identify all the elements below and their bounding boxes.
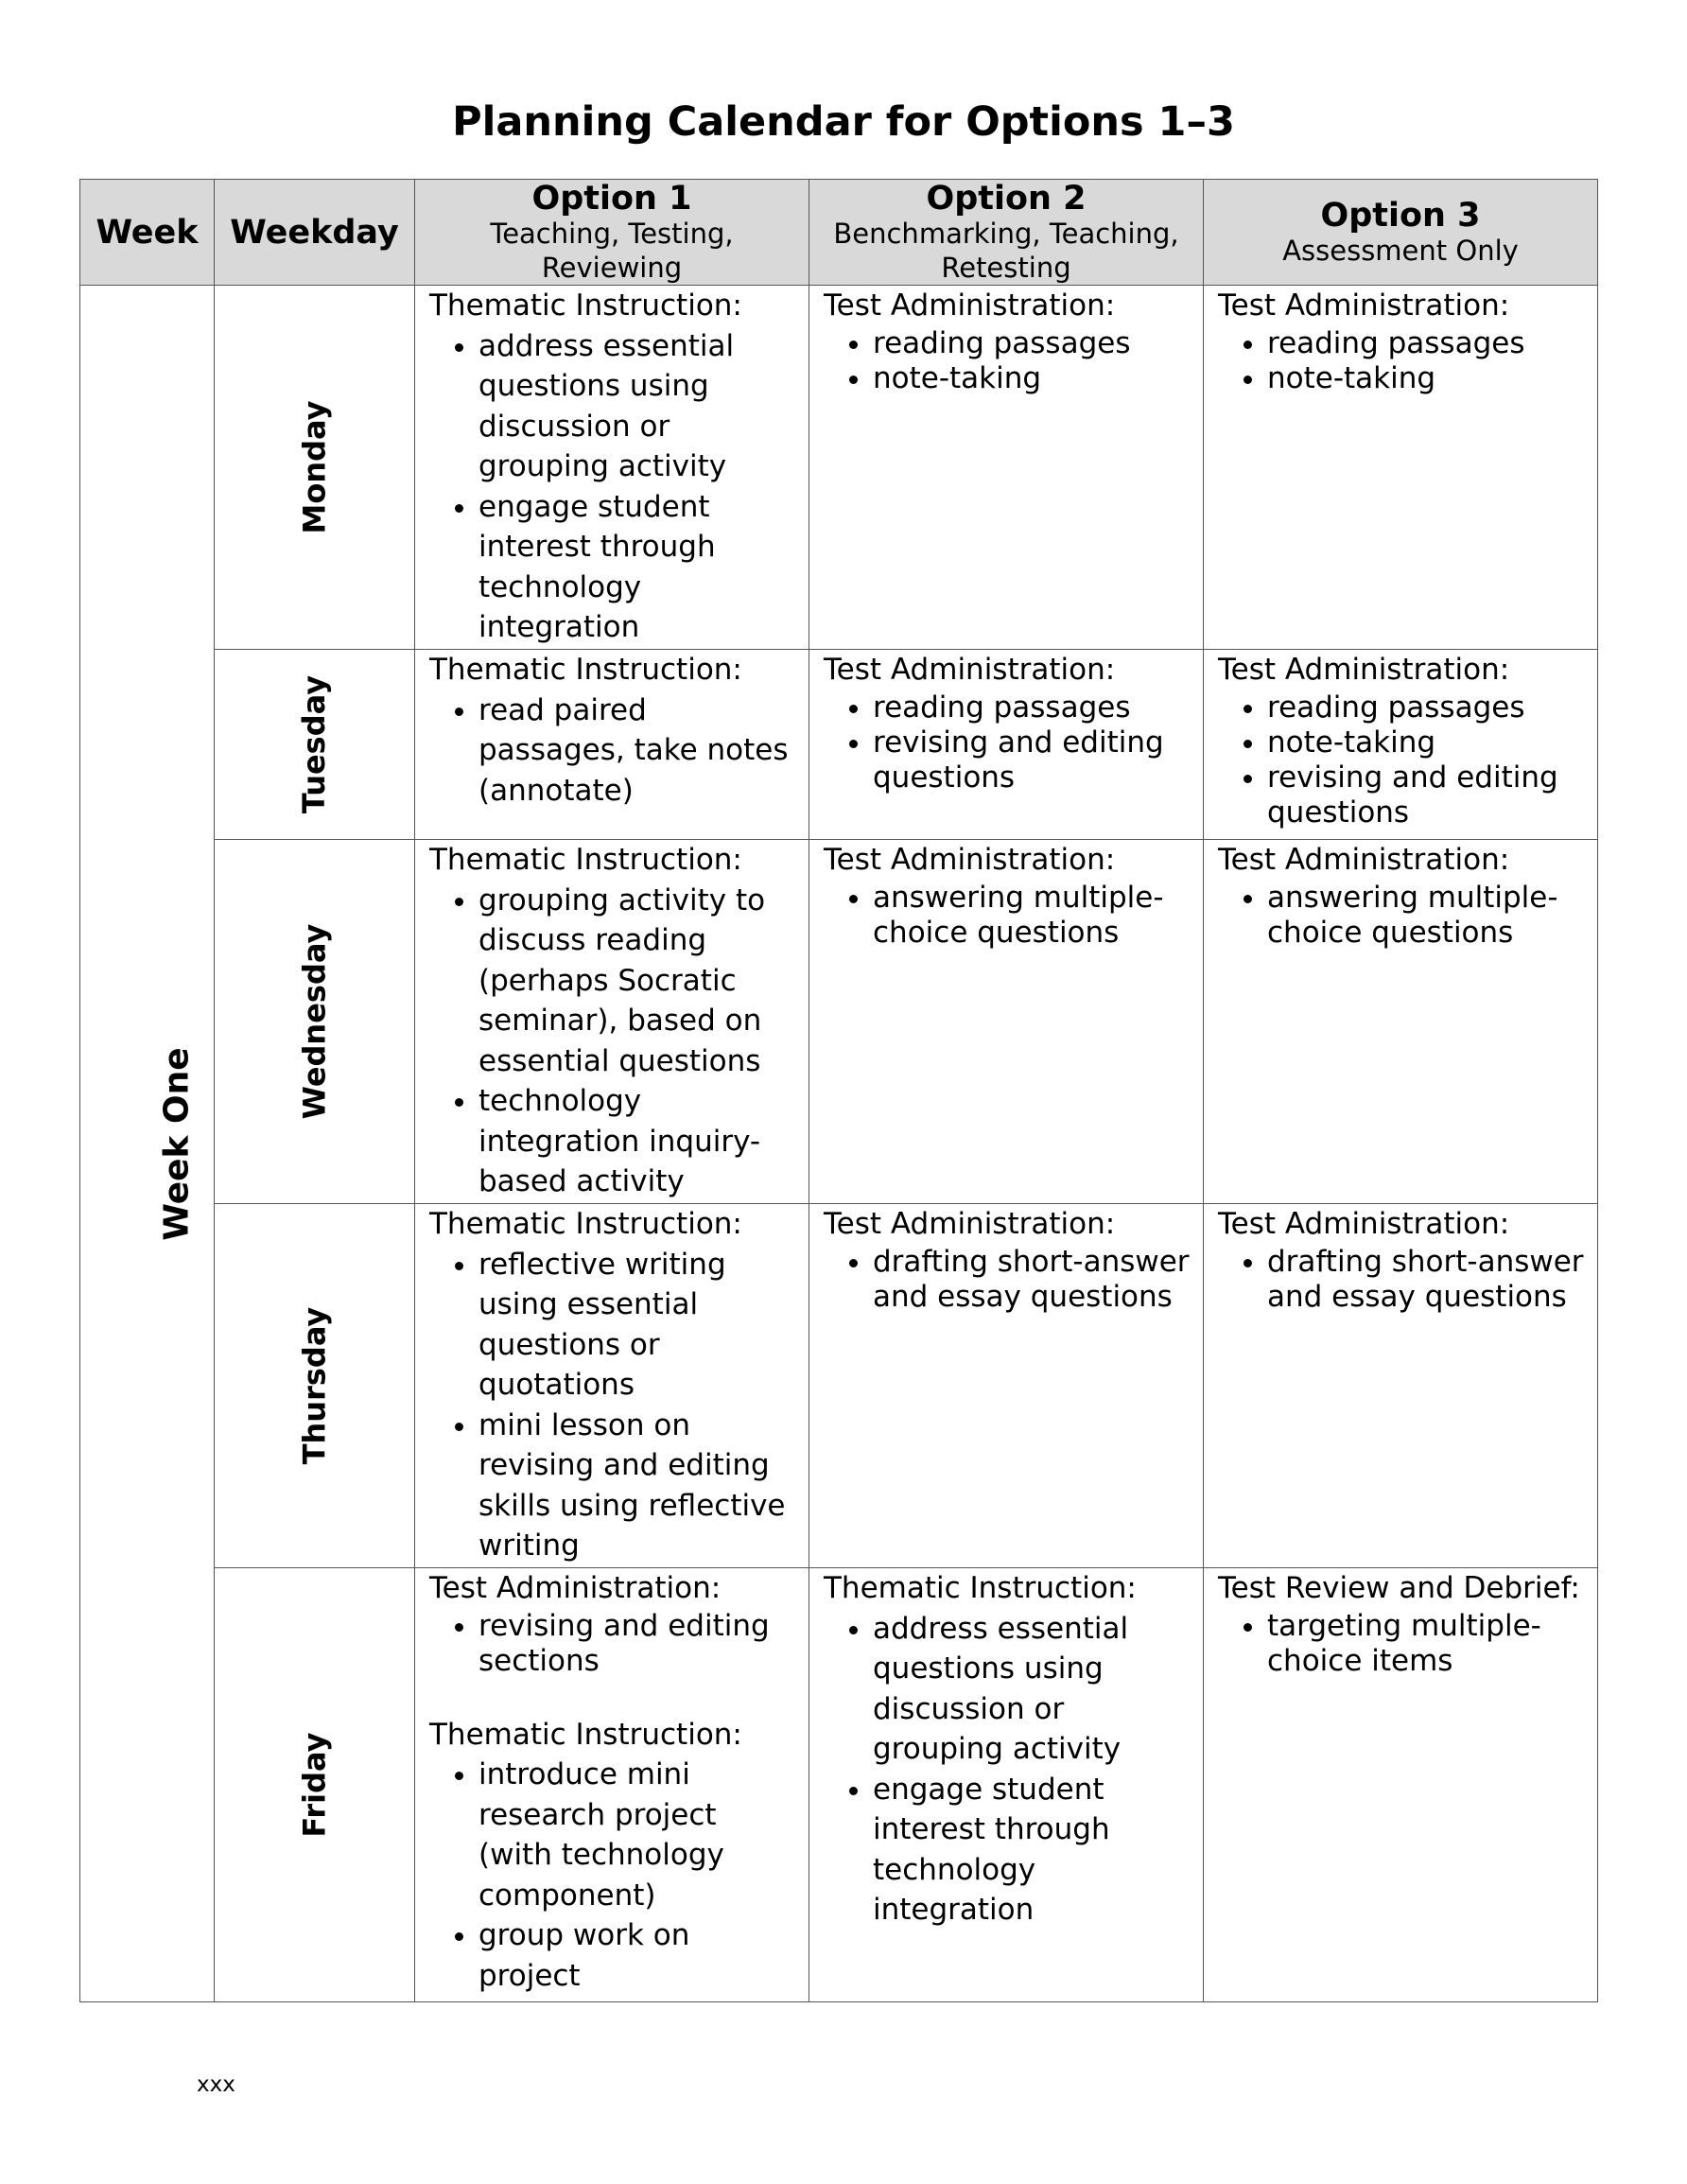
list-item: • note-taking [1267, 725, 1586, 760]
option-3-title: Option 3 [1320, 196, 1481, 235]
monday-option-2 [809, 286, 1204, 650]
tuesday-option-3 [1204, 650, 1598, 840]
weekday-monday: Monday [215, 286, 415, 650]
list-item: • read paired passages, take notes (annotate) [478, 690, 797, 812]
option-2-subtitle: Benchmarking, Teaching, Retesting [833, 217, 1179, 284]
list-item: • revising and editing questions [873, 725, 1191, 795]
cell-heading: Test Administration: [824, 843, 1116, 877]
page-footer: xxx [197, 2072, 235, 2097]
table-row-thursday [80, 1204, 1598, 1568]
cell-heading: Test Administration: [824, 1207, 1116, 1241]
header-option-3 [1204, 180, 1598, 286]
list-item: • revising and editing questions [1267, 760, 1586, 830]
thursday-option-3 [1204, 1204, 1598, 1568]
list-item: • reading passages [1267, 690, 1586, 725]
wednesday-option-2 [809, 840, 1204, 1204]
header-row [80, 180, 1598, 286]
thursday-option-1 [415, 1204, 809, 1568]
cell-heading: Test Administration: [1218, 1207, 1510, 1241]
cell-heading: Test Administration: [824, 288, 1116, 323]
option-2-title: Option 2 [926, 179, 1087, 218]
friday-option-1 [415, 1568, 809, 2002]
list-item: • note-taking [873, 361, 1191, 396]
list-item: • reading passages [1267, 326, 1586, 361]
wednesday-option-1 [415, 840, 809, 1204]
list-item: • note-taking [1267, 361, 1586, 396]
list-item: • answering multiple-choice questions [873, 881, 1191, 951]
cell-heading: Thematic Instruction: [429, 1207, 742, 1241]
cell-heading-2: Thematic Instruction: [429, 1717, 742, 1752]
list-item: • introduce mini research project (with technology component) [478, 1755, 797, 1915]
list-item: • revising and editing sections [478, 1609, 797, 1679]
table-row-monday [80, 286, 1598, 650]
weekday-tuesday: Tuesday [215, 650, 415, 840]
table-row-friday [80, 1568, 1598, 2002]
weekday-friday: Friday [215, 1568, 415, 2002]
list-item: • engage student interest through technology integration [478, 487, 797, 648]
friday-option-3 [1204, 1568, 1598, 2002]
cell-heading: Thematic Instruction: [429, 288, 742, 323]
list-item: • grouping activity to discuss reading (perhaps Socratic seminar), based on essential questions [478, 881, 797, 1082]
header-option-1 [415, 180, 809, 286]
cell-heading: Thematic Instruction: [429, 653, 742, 687]
planning-calendar-table [79, 179, 1598, 2002]
tuesday-option-1 [415, 650, 809, 840]
list-item: • drafting short-answer and essay questions [873, 1245, 1191, 1315]
weekday-wednesday: Wednesday [215, 840, 415, 1204]
thursday-option-2 [809, 1204, 1204, 1568]
option-1-subtitle: Teaching, Testing, Reviewing [490, 217, 734, 284]
option-3-subtitle: Assessment Only [1282, 234, 1519, 267]
list-item: • reading passages [873, 690, 1191, 725]
list-item: • group work on project [478, 1915, 797, 1996]
list-item: • reading passages [873, 326, 1191, 361]
cell-heading: Test Administration: [824, 653, 1116, 687]
monday-option-1 [415, 286, 809, 650]
wednesday-option-3 [1204, 840, 1598, 1204]
cell-heading: Test Administration: [1218, 288, 1510, 323]
list-item: • address essential questions using discussion or grouping activity [873, 1609, 1191, 1770]
tuesday-option-2 [809, 650, 1204, 840]
list-item: • reflective writing using essential questions or quotations [478, 1245, 797, 1406]
cell-heading: Thematic Instruction: [429, 843, 742, 877]
list-item: • mini lesson on revising and editing skills using reflective writing [478, 1406, 797, 1566]
header-option-2 [809, 180, 1204, 286]
friday-option-2 [809, 1568, 1204, 2002]
option-1-title: Option 1 [531, 179, 692, 218]
week-label: Week One [157, 1046, 197, 1241]
monday-option-3 [1204, 286, 1598, 650]
cell-heading: Test Administration: [429, 1571, 722, 1605]
table-row-wednesday [80, 840, 1598, 1204]
weekday-thursday: Thursday [215, 1204, 415, 1568]
page-title: Planning Calendar for Options 1–3 [452, 98, 1235, 146]
header-weekday: Weekday [215, 180, 415, 286]
list-item: • engage student interest through technology integration [873, 1770, 1191, 1931]
list-item: • technology integration inquiry-based activity [478, 1081, 797, 1202]
list-item: • address essential questions using discussion or grouping activity [478, 326, 797, 487]
week-one-cell [80, 286, 215, 2002]
cell-heading: Test Administration: [1218, 843, 1510, 877]
header-week: Week [80, 180, 215, 286]
cell-heading: Test Administration: [1218, 653, 1510, 687]
list-item: • drafting short-answer and essay questions [1267, 1245, 1586, 1315]
cell-heading: Thematic Instruction: [824, 1571, 1137, 1605]
table-row-tuesday [80, 650, 1598, 840]
cell-heading: Test Review and Debrief: [1218, 1571, 1580, 1605]
list-item: • targeting multiple-choice items [1267, 1609, 1586, 1679]
list-item: • answering multiple-choice questions [1267, 881, 1586, 951]
